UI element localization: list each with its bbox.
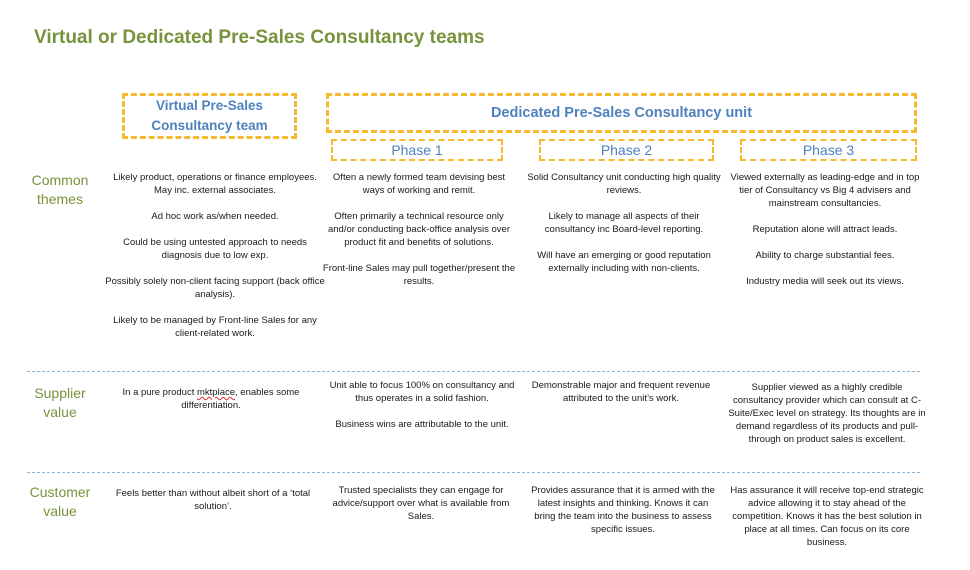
- phase-1-label: Phase 1: [391, 142, 443, 158]
- cell-text: Will have an emerging or good reputation externally including with non-clients.: [537, 250, 711, 274]
- cell-text: Viewed externally as leading-edge and in top tier of Consultancy vs Big 4 advisers and mainstream consultancies.: [730, 172, 920, 209]
- cell-text: Has assurance it will receive top-end strategic advice allowing it to stay ahead of the competition. Knows it has the best solution in place at all times. Can focus on its core business.: [730, 485, 924, 548]
- cell-text: Front-line Sales may pull together/present the results.: [322, 263, 516, 287]
- header-dedicated-unit: [326, 93, 917, 133]
- cell-text: Likely product, operations or finance employees. May inc. external associates.: [113, 172, 317, 196]
- header-virtual-label: Virtual Pre-Sales Consultancy team: [151, 98, 268, 133]
- cell-customer-phase-3: [730, 484, 924, 549]
- cell-text-part: In a pure product: [122, 387, 197, 398]
- row-label-customer-value: Customer value: [29, 484, 91, 519]
- cell-customer-phase-2: [530, 484, 716, 536]
- header-phase-1: [331, 139, 503, 161]
- header-phase-2: [539, 139, 714, 161]
- page-title: Virtual or Dedicated Pre-Sales Consultancy teams: [34, 27, 485, 48]
- cell-text: Business wins are attributable to the unit.: [335, 419, 509, 430]
- cell-text: Industry media will seek out its views.: [746, 276, 904, 287]
- header-virtual-team: [122, 93, 297, 139]
- cell-text: Provides assurance that it is armed with the latest insights and thinking. Knows it can bring the team into the business to assess specific issues.: [531, 485, 715, 535]
- phase-2-label: Phase 2: [600, 142, 653, 158]
- cell-supplier-virtual: [111, 386, 311, 412]
- cell-text: Feels better than without albeit short of a ‘total solution’.: [115, 488, 311, 512]
- cell-text: Trusted specialists they can engage for advice/support over what is available from Sales.: [332, 485, 510, 522]
- cell-common-phase-1: [322, 171, 516, 288]
- header-dedicated-label: Dedicated Pre-Sales Consultancy unit: [490, 105, 753, 121]
- cell-supplier-phase-1: [329, 379, 515, 431]
- cell-text: Likely to be managed by Front-line Sales for any client-related work.: [113, 315, 317, 339]
- cell-text: Often primarily a technical resource only and/or conducting back-office analysis over product fit and benefits of solutions.: [327, 211, 510, 248]
- header-phase-3: [740, 139, 917, 161]
- cell-text: Ability to charge substantial fees.: [755, 250, 895, 261]
- cell-text: Unit able to focus 100% on consultancy and thus operates in a solid fashion.: [329, 380, 515, 404]
- cell-text: Demonstrable major and frequent revenue attributed to the unit’s work.: [531, 380, 711, 404]
- cell-text-part: , enables some differentiation.: [181, 387, 300, 411]
- cell-common-phase-2: [527, 171, 721, 275]
- cell-text: Could be using untested approach to needs diagnosis due to low exp.: [123, 237, 307, 261]
- cell-text: [111, 386, 311, 412]
- cell-text: Reputation alone will attract leads.: [752, 224, 898, 235]
- cell-supplier-phase-3: [728, 381, 926, 446]
- cell-text: Often a newly formed team devising best ways of working and remit.: [332, 172, 506, 196]
- cell-text: Supplier viewed as a highly credible consultancy provider which can consult at C-Suite/Exec level on strategy. Its thoughts are in demand regardless of its products and pull-through on product sales is excellent.: [728, 382, 926, 445]
- cell-customer-virtual: [113, 487, 313, 513]
- cell-text: Possibly solely non-client facing support (back office analysis).: [105, 276, 325, 300]
- cell-supplier-phase-2: [521, 379, 721, 405]
- cell-text: Solid Consultancy unit conducting high quality reviews.: [527, 172, 721, 196]
- spellcheck-underlined-word: mktplace: [197, 387, 236, 398]
- row-divider: [27, 371, 920, 372]
- cell-text: Ad hoc work as/when needed.: [151, 211, 279, 222]
- phase-3-label: Phase 3: [802, 142, 855, 158]
- cell-common-phase-3: [727, 171, 923, 288]
- row-label-common-themes: Common themes: [31, 172, 89, 207]
- row-divider: [27, 472, 920, 473]
- cell-common-virtual: [105, 171, 325, 340]
- cell-customer-phase-1: [322, 484, 520, 523]
- cell-text: Likely to manage all aspects of their consultancy inc Board-level reporting.: [544, 211, 704, 235]
- row-label-supplier-value: Supplier value: [34, 385, 86, 420]
